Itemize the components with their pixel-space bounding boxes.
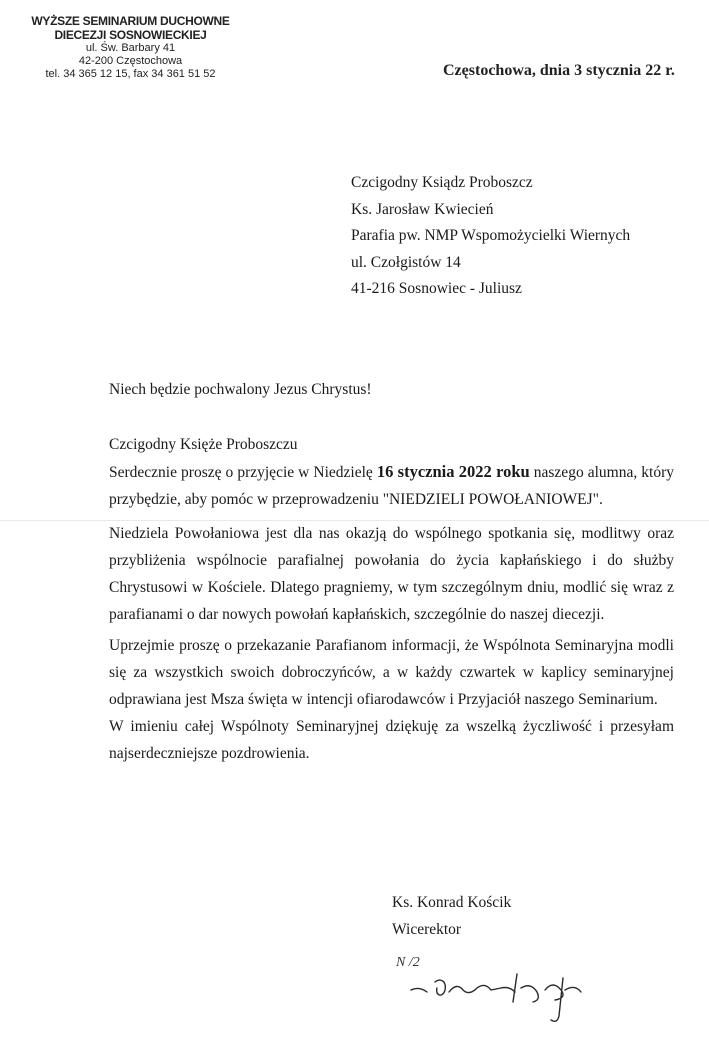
signatory-name: Ks. Konrad Kościk [392,894,512,911]
recipient-line1: Czcigodny Ksiądz Proboszcz [351,174,533,191]
letterhead-city: 42-200 Częstochowa [78,55,183,67]
recipient-address [351,170,630,303]
date-line: Częstochowa, dnia 3 stycznia 22 r. [443,62,675,79]
letter-body [109,431,674,767]
letterhead-stamp [18,14,243,81]
recipient-line2: Ks. Jarosław Kwiecień [351,200,494,218]
event-date: 16 stycznia 2022 roku [376,462,530,481]
handwritten-note: N /2 [396,955,420,970]
recipient-line5: 41-216 Sosnowiec - Juliusz [351,280,522,297]
paragraph-4: W imieniu całej Wspólnoty Seminaryjnej dziękuję za wszelką życzliwość i przesyłam najserdeczniejsze pozdrowienia. [109,718,674,762]
signatory-title: Wicerektor [392,921,462,938]
signature-block [392,889,511,943]
recipient-line4: ul. Czołgistów 14 [351,253,461,271]
recipient-line3: Parafia pw. NMP Wspomożycielki Wiernych [351,227,631,244]
handwritten-signature [405,968,595,1028]
paragraph-1 [109,458,674,513]
letterhead-name-line1: WYŻSZE SEMINARIUM DUCHOWNE [31,14,230,28]
letterhead-contact: tel. 34 365 12 15, fax 34 361 51 52 [45,68,216,80]
letterhead-street: ul. Św. Barbary 41 [85,42,176,54]
letterhead-name-line2: DIECEZJI SOSNOWIECKIEJ [54,28,207,42]
salutation: Czcigodny Księże Proboszczu [109,436,298,453]
paragraph-1-after: naszego alumna, który przybędzie, aby pomóc w przeprowadzeniu "NIEDZIELI POWOŁANIOWEJ". [109,464,675,508]
paragraph-3: Uprzejmie proszę o przekazanie Parafianom informacji, że Wspólnota Seminaryjna modli się za wszystkich swoich dobroczyńców, a w każdy czwartek w kaplicy seminaryjnej odprawiana jest Msza święta w intencji ofiarodawców i Przyjaciół naszego Seminarium. [109,637,674,708]
paragraph-2: Niedziela Powołaniowa jest dla nas okazją do wspólnego spotkania się, modlitwy oraz przybliżenia wspólnocie parafialnej powołania do życia kapłańskiego i do służby Chrystusowi w Kościele. Dlatego pragniemy, w tym szczególnym dniu, modlić się wraz z parafianami o dar nowych powołań kapłańskich, szczególnie do naszej diecezji. [109,525,674,623]
greeting: Niech będzie pochwalony Jezus Chrystus! [109,381,372,398]
paragraph-1-before: Serdecznie proszę o przyjęcie w Niedzielę [109,464,377,481]
